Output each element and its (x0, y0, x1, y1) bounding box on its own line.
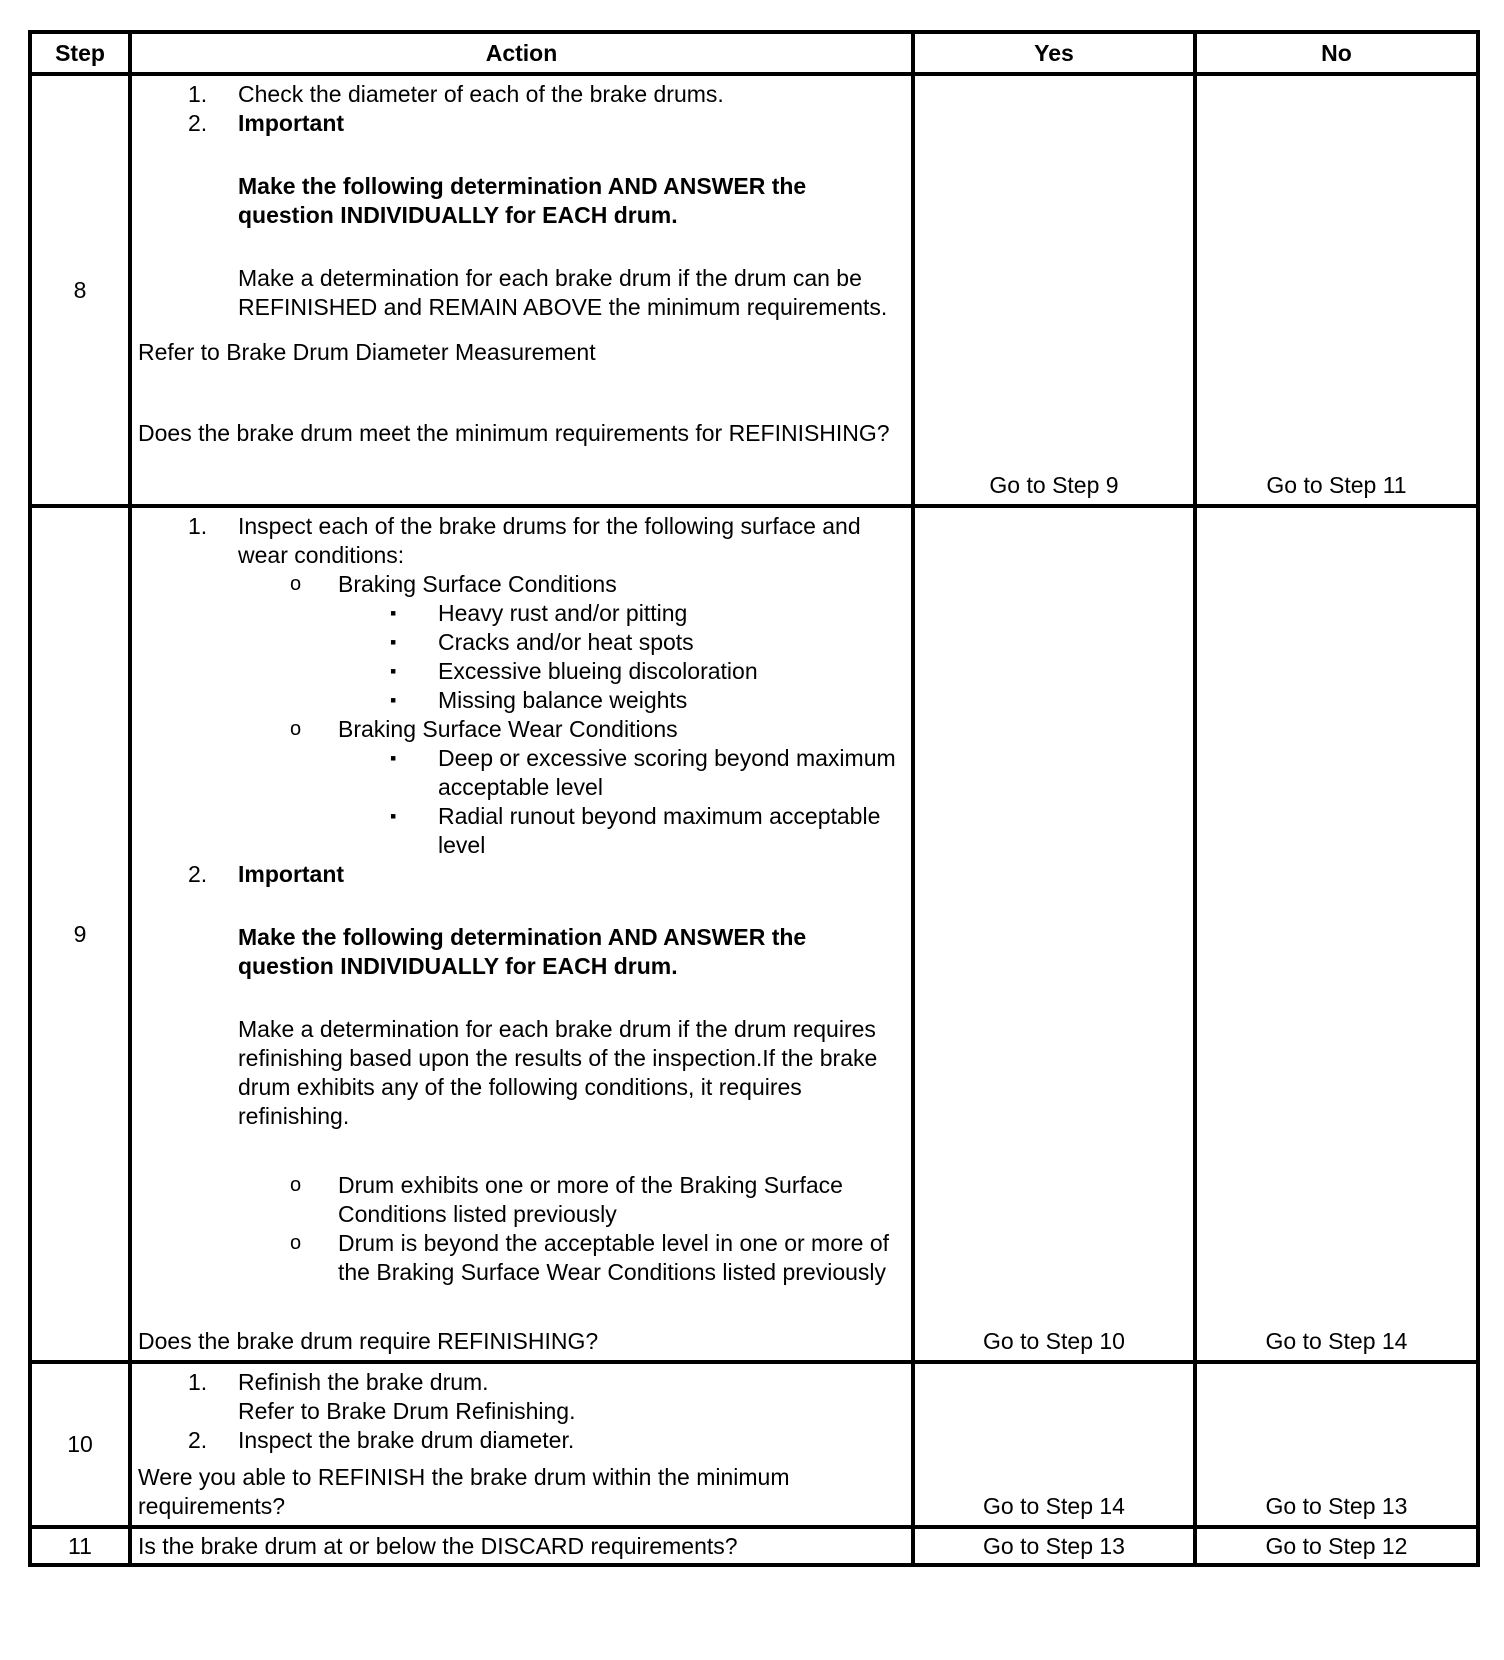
table-row (30, 506, 1478, 1362)
list-item: 2. Important (188, 861, 345, 887)
header-yes: Yes (913, 32, 1195, 74)
question-text: Does the brake drum require REFINISHING? (138, 1328, 599, 1354)
list-item: o Braking Surface Conditions (290, 571, 617, 597)
no-result: Go to Step 12 (1195, 1527, 1478, 1565)
circle-bullet-icon: o (290, 573, 302, 595)
list-item: 2. Important (188, 110, 345, 136)
table-row (30, 1527, 1478, 1565)
header-action: Action (130, 32, 913, 74)
important-note: Make the following determination AND ANSWER the question INDIVIDUALLY for EACH drum. (238, 173, 807, 228)
important-label: Important (238, 861, 345, 887)
table-row (30, 74, 1478, 506)
list-item: o Drum is beyond the acceptable level in one or more of the Braking Surface Wear Conditions listed previously (290, 1230, 890, 1285)
step-number: 9 (30, 506, 130, 1362)
yes-result: Go to Step 10 (913, 506, 1195, 1362)
action-cell (130, 74, 913, 506)
list-item: ▪ Cracks and/or heat spots (390, 629, 694, 655)
square-bullet-icon: ▪ (390, 603, 397, 623)
square-bullet-icon: ▪ (390, 632, 397, 652)
question-text: Is the brake drum at or below the DISCARD requirements? (130, 1527, 913, 1565)
yes-result: Go to Step 14 (913, 1362, 1195, 1527)
diagnostic-table (28, 30, 1480, 1567)
header-row (30, 32, 1478, 74)
square-bullet-icon: ▪ (390, 806, 397, 826)
action-cell (130, 1362, 913, 1527)
list-item: o Drum exhibits one or more of the Braking Surface Conditions listed previously (290, 1172, 843, 1227)
list-item: ▪ Excessive blueing discoloration (390, 658, 758, 684)
header-no: No (1195, 32, 1478, 74)
table-row (30, 1362, 1478, 1527)
question-text: Were you able to REFINISH the brake drum within the minimum requirements? (138, 1464, 790, 1519)
circle-bullet-icon: o (290, 1232, 302, 1254)
no-result: Go to Step 14 (1195, 506, 1478, 1362)
list-item: ▪ Missing balance weights (390, 687, 688, 713)
important-label: Important (238, 110, 345, 136)
important-note: Make the following determination AND ANSWER the question INDIVIDUALLY for EACH drum. (238, 924, 807, 979)
square-bullet-icon: ▪ (390, 661, 397, 681)
list-item: 1. Inspect each of the brake drums for the following surface and wear conditions: (188, 513, 861, 568)
step-number: 8 (30, 74, 130, 506)
list-item: ▪ Heavy rust and/or pitting (390, 600, 688, 626)
refer-text: Refer to Brake Drum Diameter Measurement (138, 339, 596, 365)
list-item: 2. Inspect the brake drum diameter. (188, 1427, 575, 1453)
circle-bullet-icon: o (290, 718, 302, 740)
header-step: Step (30, 32, 130, 74)
list-item: 1. Check the diameter of each of the brake drums. (188, 81, 724, 107)
no-result: Go to Step 13 (1195, 1362, 1478, 1527)
step-number: 11 (30, 1527, 130, 1565)
no-result: Go to Step 11 (1195, 74, 1478, 506)
yes-result: Go to Step 9 (913, 74, 1195, 506)
list-item: 1. Refinish the brake drum. (188, 1369, 489, 1395)
question-text: Does the brake drum meet the minimum requirements for REFINISHING? (138, 420, 890, 446)
step-number: 10 (30, 1362, 130, 1527)
list-item: ▪ Radial runout beyond maximum acceptable level (390, 803, 881, 858)
determination-text: Make a determination for each brake drum if the drum requires refinishing based upon the results of the inspection.If the brake drum exhibits any of the following conditions, it requires refinishing. (238, 1016, 878, 1129)
circle-bullet-icon: o (290, 1174, 302, 1196)
square-bullet-icon: ▪ (390, 690, 397, 710)
determination-text: Make a determination for each brake drum if the drum can be REFINISHED and REMAIN ABOVE the minimum requirements. (238, 265, 888, 320)
square-bullet-icon: ▪ (390, 748, 397, 768)
list-item: ▪ Deep or excessive scoring beyond maximum acceptable level (390, 745, 896, 800)
refer-text: Refer to Brake Drum Refinishing. (238, 1398, 576, 1424)
list-item: o Braking Surface Wear Conditions (290, 716, 678, 742)
action-cell (130, 506, 913, 1362)
yes-result: Go to Step 13 (913, 1527, 1195, 1565)
